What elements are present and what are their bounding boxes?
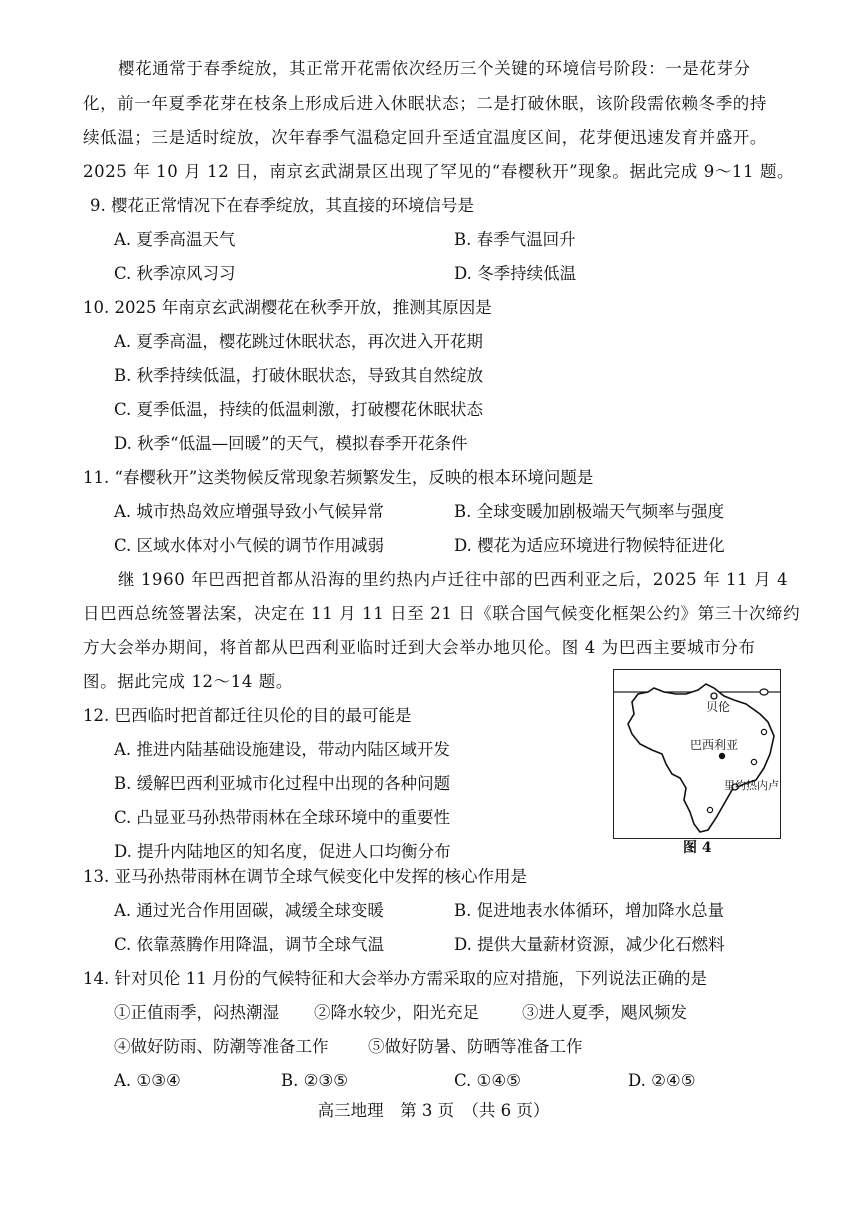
- question-14-option-c: C. ①④⑤: [454, 1071, 521, 1090]
- belem-marker: [711, 693, 717, 699]
- intro2-line-3: 方大会举办期间，将首都从巴西利亚临时迁到大会举办地贝伦。图 4 为巴西主要城市分布: [83, 638, 756, 657]
- question-9-option-a: A. 夏季高温天气: [114, 230, 236, 249]
- question-10-option-d: D. 秋季“低温—回暖”的天气，模拟春季开花条件: [114, 434, 468, 453]
- question-11-option-d: D. 樱花为适应环境进行物候特征进化: [454, 536, 725, 555]
- question-11-option-b: B. 全球变暖加剧极端天气频率与强度: [454, 502, 725, 521]
- question-12-option-a: A. 推进内陆基础设施建设，带动内陆区域开发: [114, 740, 450, 759]
- question-10-stem: 10. 2025 年南京玄武湖樱花在秋季开放，推测其原因是: [83, 298, 492, 317]
- question-14-statement-3: ③进人夏季，飓风频发: [522, 1003, 687, 1022]
- intro2-line-1: 继 1960 年巴西把首都从沿海的里约热内卢迁往中部的巴西利亚之后，2025 年 11 月 4: [118, 570, 789, 589]
- question-9-option-c: C. 秋季凉风习习: [114, 264, 236, 283]
- question-14-statement-1: ①正值雨季，闷热潮湿: [114, 1003, 279, 1022]
- page-footer: 高三地理 第 3 页 （共 6 页）: [317, 1101, 550, 1120]
- island-shape: [760, 689, 768, 695]
- question-11-option-a: A. 城市热岛效应增强导致小气候异常: [114, 502, 384, 521]
- question-12-option-d: D. 提升内陆地区的知名度，促进人口均衡分布: [114, 842, 451, 861]
- city-marker-e: [751, 759, 756, 764]
- belem-label: 贝伦: [706, 700, 731, 714]
- question-14-stem: 14. 针对贝伦 11 月份的气候特征和大会举办方需采取的应对措施，下列说法正确的是: [83, 969, 707, 988]
- question-10-option-a: A. 夏季高温，樱花跳过休眠状态，再次进入开花期: [114, 332, 483, 351]
- rio-label: 里约热内卢: [724, 779, 779, 792]
- question-9-option-b: B. 春季气温回升: [454, 230, 576, 249]
- question-13-option-d: D. 提供大量薪材资源，减少化石燃料: [454, 935, 725, 954]
- intro2-line-2: 日巴西总统签署法案，决定在 11 月 11 日至 21 日《联合国气候变化框架公约》第三十次缔约: [83, 604, 801, 623]
- question-14-statement-5: ⑤做好防暑、防晒等准备工作: [368, 1037, 583, 1056]
- question-13-option-b: B. 促进地表水体循环，增加降水总量: [454, 901, 725, 920]
- question-12-option-b: B. 缓解巴西利亚城市化过程中出现的各种问题: [114, 774, 451, 793]
- question-14-statement-4: ④做好防雨、防潮等准备工作: [114, 1037, 329, 1056]
- question-14-option-a: A. ①③④: [114, 1071, 181, 1090]
- question-9-option-d: D. 冬季持续低温: [454, 264, 577, 283]
- brazil-map-figure: [613, 669, 781, 839]
- question-11-stem: 11. “春樱秋开”这类物候反常现象若频繁发生，反映的根本环境问题是: [83, 468, 594, 487]
- figure-caption: 图 4: [683, 840, 712, 856]
- intro-line-4: 2025 年 10 月 12 日，南京玄武湖景区出现了罕见的“春樱秋开”现象。据此完成 9～11 题。: [83, 162, 795, 181]
- question-14-option-b: B. ②③⑤: [281, 1071, 348, 1090]
- brazil-map-outline: [614, 670, 780, 838]
- question-14-option-d: D. ②④⑤: [628, 1071, 696, 1090]
- question-13-option-c: C. 依靠蒸腾作用降温，调节全球气温: [114, 935, 385, 954]
- city-marker-ne: [761, 729, 766, 734]
- question-13-stem: 13. 亚马孙热带雨林在调节全球气候变化中发挥的核心作用是: [83, 867, 527, 886]
- question-10-option-c: C. 夏季低温，持续的低温刺激，打破樱花休眠状态: [114, 400, 484, 419]
- question-12-option-c: C. 凸显亚马孙热带雨林在全球环境中的重要性: [114, 808, 451, 827]
- question-14-statement-2: ②降水较少，阳光充足: [314, 1003, 479, 1022]
- intro2-line-4: 图。据此完成 12～14 题。: [83, 672, 293, 691]
- intro-line-2: 化，前一年夏季花芽在枝条上形成后进入休眠状态；二是打破休眠，该阶段需依赖冬季的持: [83, 94, 767, 113]
- brasilia-label: 巴西利亚: [690, 738, 739, 752]
- intro-line-1: 樱花通常于春季绽放，其正常开花需依次经历三个关键的环境信号阶段：一是花芽分: [118, 59, 751, 78]
- brazil-border: [628, 684, 774, 832]
- question-9-stem: 9. 樱花正常情况下在春季绽放，其直接的环境信号是: [90, 196, 474, 215]
- city-marker-s: [707, 807, 712, 812]
- question-11-option-c: C. 区域水体对小气候的调节作用减弱: [114, 536, 385, 555]
- question-13-option-a: A. 通过光合作用固碳，减缓全球变暖: [114, 901, 384, 920]
- question-12-stem: 12. 巴西临时把首都迁往贝伦的目的最可能是: [83, 706, 412, 725]
- question-10-option-b: B. 秋季持续低温，打破休眠状态，导致其自然绽放: [114, 366, 484, 385]
- brasilia-marker: [719, 753, 725, 759]
- intro-line-3: 续低温；三是适时绽放，次年春季气温稳定回升至适宜温度区间，花芽便迅速发育并盛开。: [83, 128, 767, 147]
